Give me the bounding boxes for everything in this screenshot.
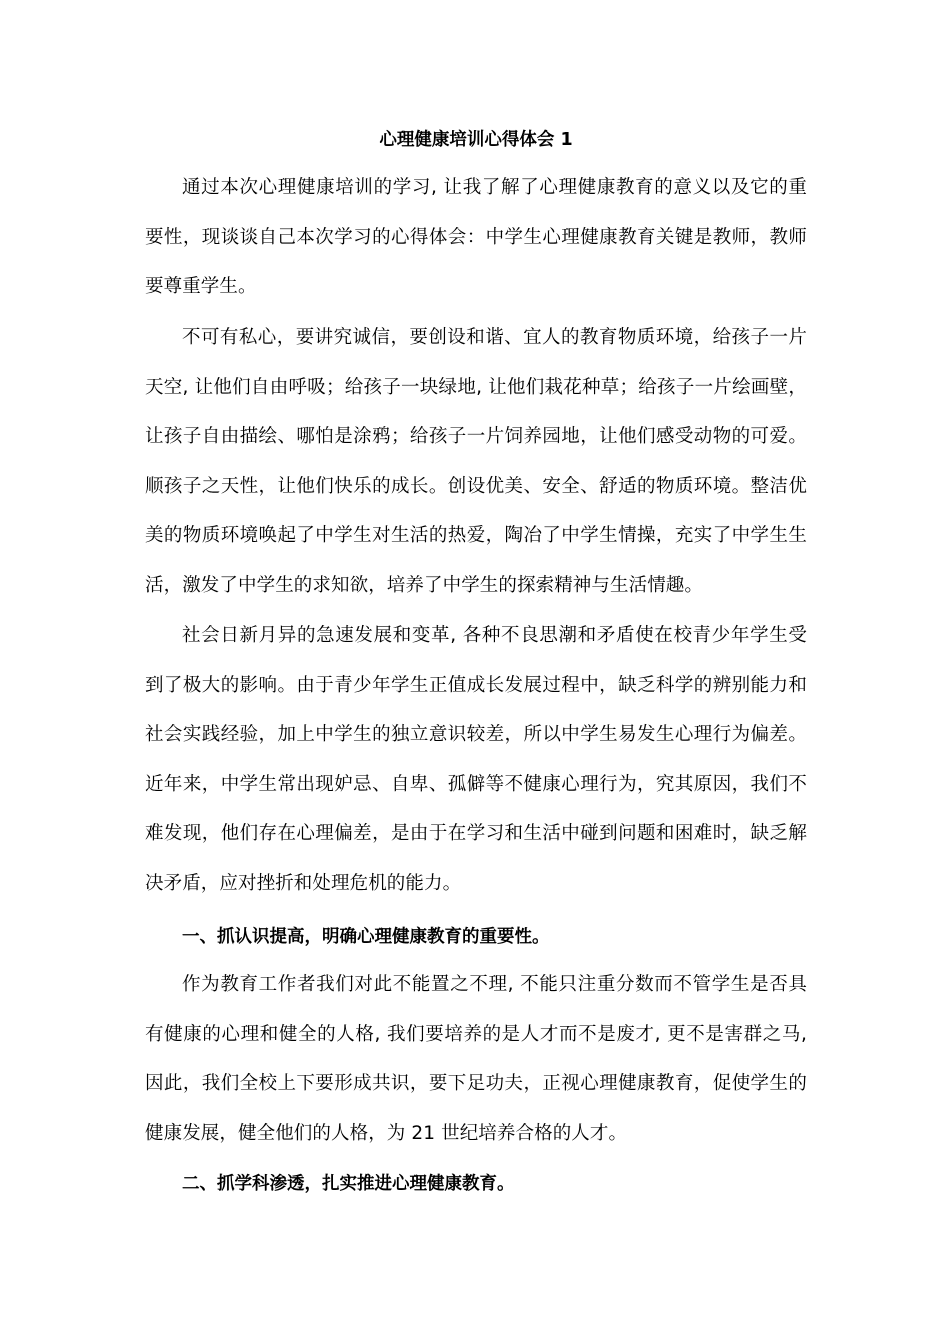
document-title: 心理健康培训心得体会 1	[379, 130, 573, 150]
paragraph-environment: 不可有私心，要讲究诚信，要创设和谐、宜人的教育物质环境，给孩子一片天空, 让他们自由呼吸；给孩子一块绿地, 让他们栽花种草；给孩子一片绘画壁，让孩子自由描绘、哪怕是涂鸦；给孩子一片饲养园地，让他们感受动物的可爱。顺孩子之天性，让他们快乐的成长。创设优美、安全、舒适的物质环境。整洁优美的物质环境唤起了中学生对生活的热爱，陶冶了中学生情操，充实了中学生生活，激发了中学生的求知欲，培养了中学生的探索精神与生活情趣。	[145, 327, 807, 596]
section-heading-1: 一、抓认识提高，明确心理健康教育的重要性。	[182, 927, 550, 947]
paragraph-educators: 作为教育工作者我们对此不能置之不理, 不能只注重分数而不管学生是否具有健康的心理和健全的人格, 我们要培养的是人才而不是废才, 更不是害群之马,因此，我们全校上下要形成共识，要下足功夫，正视心理健康教育，促使学生的健康发展，健全他们的人格，为 21 世纪培养合格的人才。	[145, 974, 807, 1144]
paragraph-intro: 通过本次心理健康培训的学习, 让我了解了心理健康教育的意义以及它的重要性，现谈谈自己本次学习的心得体会：中学生心理健康教育关键是教师，教师要尊重学生。	[145, 177, 807, 297]
paragraph-society: 社会日新月异的急速发展和变革, 各种不良思潮和矛盾使在校青少年学生受到了极大的影响。由于青少年学生正值成长发展过程中，缺乏科学的辨别能力和社会实践经验，加上中学生的独立意识较差，所以中学生易发生心理行为偏差。近年来，中学生常出现妒忌、自卑、孤僻等不健康心理行为，究其原因，我们不难发现，他们存在心理偏差，是由于在学习和生活中碰到问题和困难时，缺乏解决矛盾，应对挫折和处理危机的能力。	[145, 625, 807, 894]
section-heading-2: 二、抓学科渗透，扎实推进心理健康教育。	[182, 1174, 515, 1194]
